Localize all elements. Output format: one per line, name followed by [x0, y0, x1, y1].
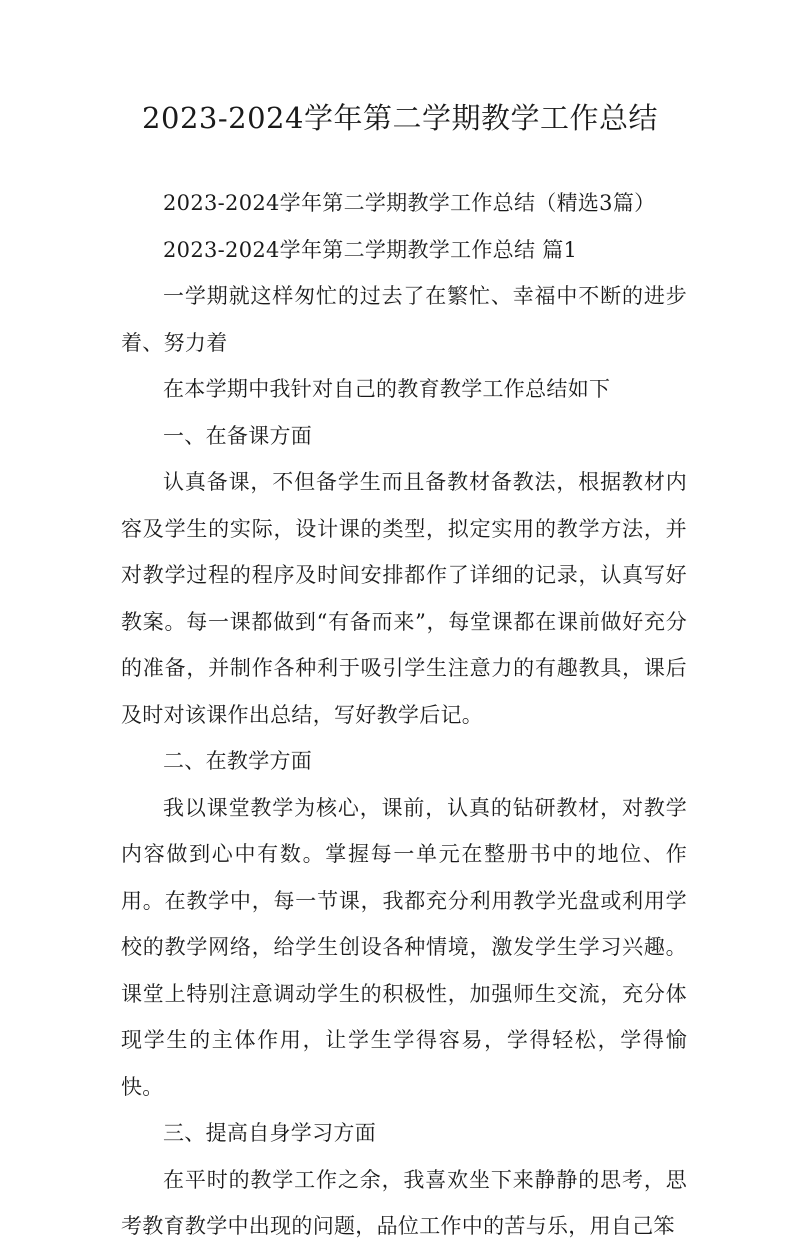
summary-heading: 2023-2024学年第二学期教学工作总结（精选3篇）	[163, 191, 656, 215]
section-heading-lesson-prep: 一、在备课方面	[163, 423, 313, 448]
lesson-prep-paragraph: 认真备课，不但备学生而且备教材备教法，根据教材内容及学生的实际，设计课的类型，拟定实用的教学方法，并对教学过程的程序及时间安排都作了详细的记录，认真写好教案。每一课都做到“有备而来”，每堂课都在课前做好充分的准备，并制作各种利于吸引学生注意力的有趣教具，课后及时对该课作出总结，写好教学后记。	[121, 470, 687, 727]
article-heading: 2023-2024学年第二学期教学工作总结 篇1	[163, 237, 578, 262]
document-body	[121, 180, 687, 1250]
document-title: 2023-2024学年第二学期教学工作总结	[142, 101, 658, 135]
section-heading-self-study: 三、提高自身学习方面	[163, 1121, 376, 1145]
intro-summary-paragraph: 在本学期中我针对自己的教育教学工作总结如下	[163, 377, 611, 401]
section-heading-teaching: 二、在教学方面	[163, 749, 313, 773]
self-study-paragraph: 在平时的教学工作之余，我喜欢坐下来静静的思考，思考教育教学中出现的问题，品位工作中的苦与乐，用自己笨	[121, 1167, 687, 1238]
intro-paragraph: 一学期就这样匆忙的过去了在繁忙、幸福中不断的进步着、努力着	[121, 284, 687, 355]
teaching-paragraph: 我以课堂教学为核心，课前，认真的钻研教材，对教学内容做到心中有数。掌握每一单元在整册书中的地位、作用。在教学中，每一节课，我都充分利用教学光盘或利用学校的教学网络，给学生创设各种情境，激发学生学习兴趣。课堂上特别注意调动学生的积极性，加强师生交流，充分体现学生的主体作用，让学生学得容易，学得轻松，学得愉快。	[121, 795, 687, 1099]
